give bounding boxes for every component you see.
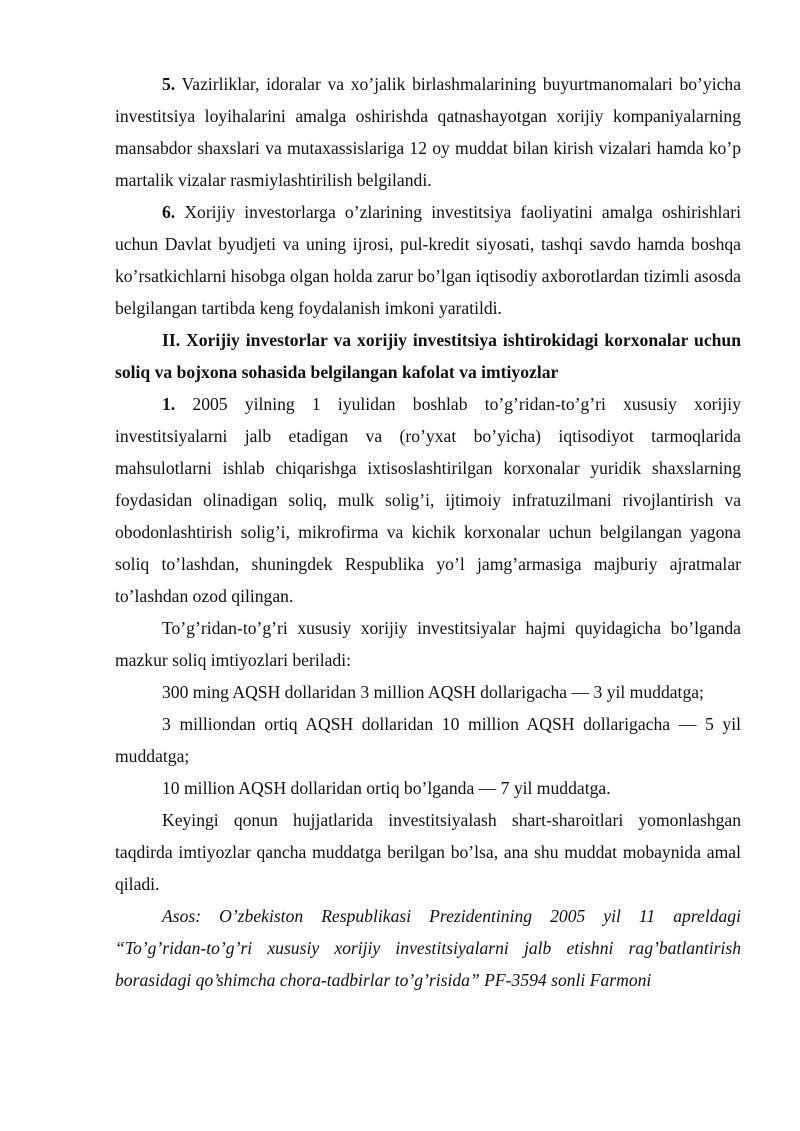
section-heading: II. Xorijiy investorlar va xorijiy investitsiya ishtirokidagi korxonalar uchun soliq va bojxona sohasida belgilangan kafolat va imtiyozlar xyxy=(115,330,741,382)
paragraph-item-6 xyxy=(115,196,741,324)
paragraph-text: Vazirliklar, idoralar va xo’jalik birlashmalarining buyurtmanomalari bo’yicha investitsiya loyihalarini amalga oshirishda qatnashayotgan xorijiy kompaniyalarning mansabdor shaxslari va mutaxassislariga 12 oy muddat bilan kirish vizalari hamda ko’p martalik vizalar rasmiylashtirilish belgilandi. xyxy=(115,74,741,190)
tier-2: 3 milliondan ortiq AQSH dollaridan 10 million AQSH dollarigacha — 5 yil muddatga; xyxy=(115,714,741,766)
tier-1: 300 ming AQSH dollaridan 3 million AQSH dollarigacha — 3 yil muddatga; xyxy=(162,682,704,702)
paragraph-item-5 xyxy=(115,68,741,196)
item-number: 6. xyxy=(162,202,176,222)
paragraph-text: 2005 yilning 1 iyulidan boshlab to’g’ridan-to’g’ri xususiy xorijiy investitsiyalarni jalb etadigan va (ro’yxat bo’yicha) iqtisodiyot tarmoqlarida mahsulotlarni ishlab chiqarishga ixtisoslashtirilgan korxonalar yuridik shaxslarning foydasidan olinadigan soliq, mulk solig’i, ijtimoiy infratuzilmani rivojlantirish va obodonlashtirish solig’i, mikrofirma va kichik korxonalar uchun belgilangan yagona soliq to’lashdan, shuningdek Respublika yo’l jamg’armasiga majburiy ajratmalar to’lashdan ozod qilingan. xyxy=(115,394,741,606)
document-page xyxy=(115,68,741,996)
paragraph-conditions: Keyingi qonun hujjatlarida investitsiyalash shart-sharoitlari yomonlashgan taqdirda imtiyozlar qancha muddatga berilgan bo’lsa, ana shu muddat mobaynida amal qiladi. xyxy=(115,810,741,894)
paragraph-item-1 xyxy=(115,388,741,612)
tier-3: 10 million AQSH dollaridan ortiq bo’lganda — 7 yil muddatga. xyxy=(162,778,611,798)
legal-basis: Asos: O’zbekiston Respublikasi Prezidentining 2005 yil 11 apreldagi “To’g’ridan-to’g’ri xususiy xorijiy investitsiyalarni jalb etishni rag’batlantirish borasidagi qo’shimcha chora-tadbirlar to’g’risida” PF-3594 sonli Farmoni xyxy=(115,906,741,990)
paragraph-volume-intro: To’g’ridan-to’g’ri xususiy xorijiy investitsiyalar hajmi quyidagicha bo’lganda mazkur soliq imtiyozlari beriladi: xyxy=(115,618,741,670)
item-number: 5. xyxy=(162,74,176,94)
paragraph-text: Xorijiy investorlarga o’zlarining investitsiya faoliyatini amalga oshirishlari uchun Davlat byudjeti va uning ijrosi, pul-kredit siyosati, tashqi savdo hamda boshqa ko’rsatkichlarni hisobga olgan holda zarur bo’lgan iqtisodiy axborotlardan tizimli asosda belgilangan tartibda keng foydalanish imkoni yaratildi. xyxy=(115,202,741,318)
item-number: 1. xyxy=(162,394,176,414)
